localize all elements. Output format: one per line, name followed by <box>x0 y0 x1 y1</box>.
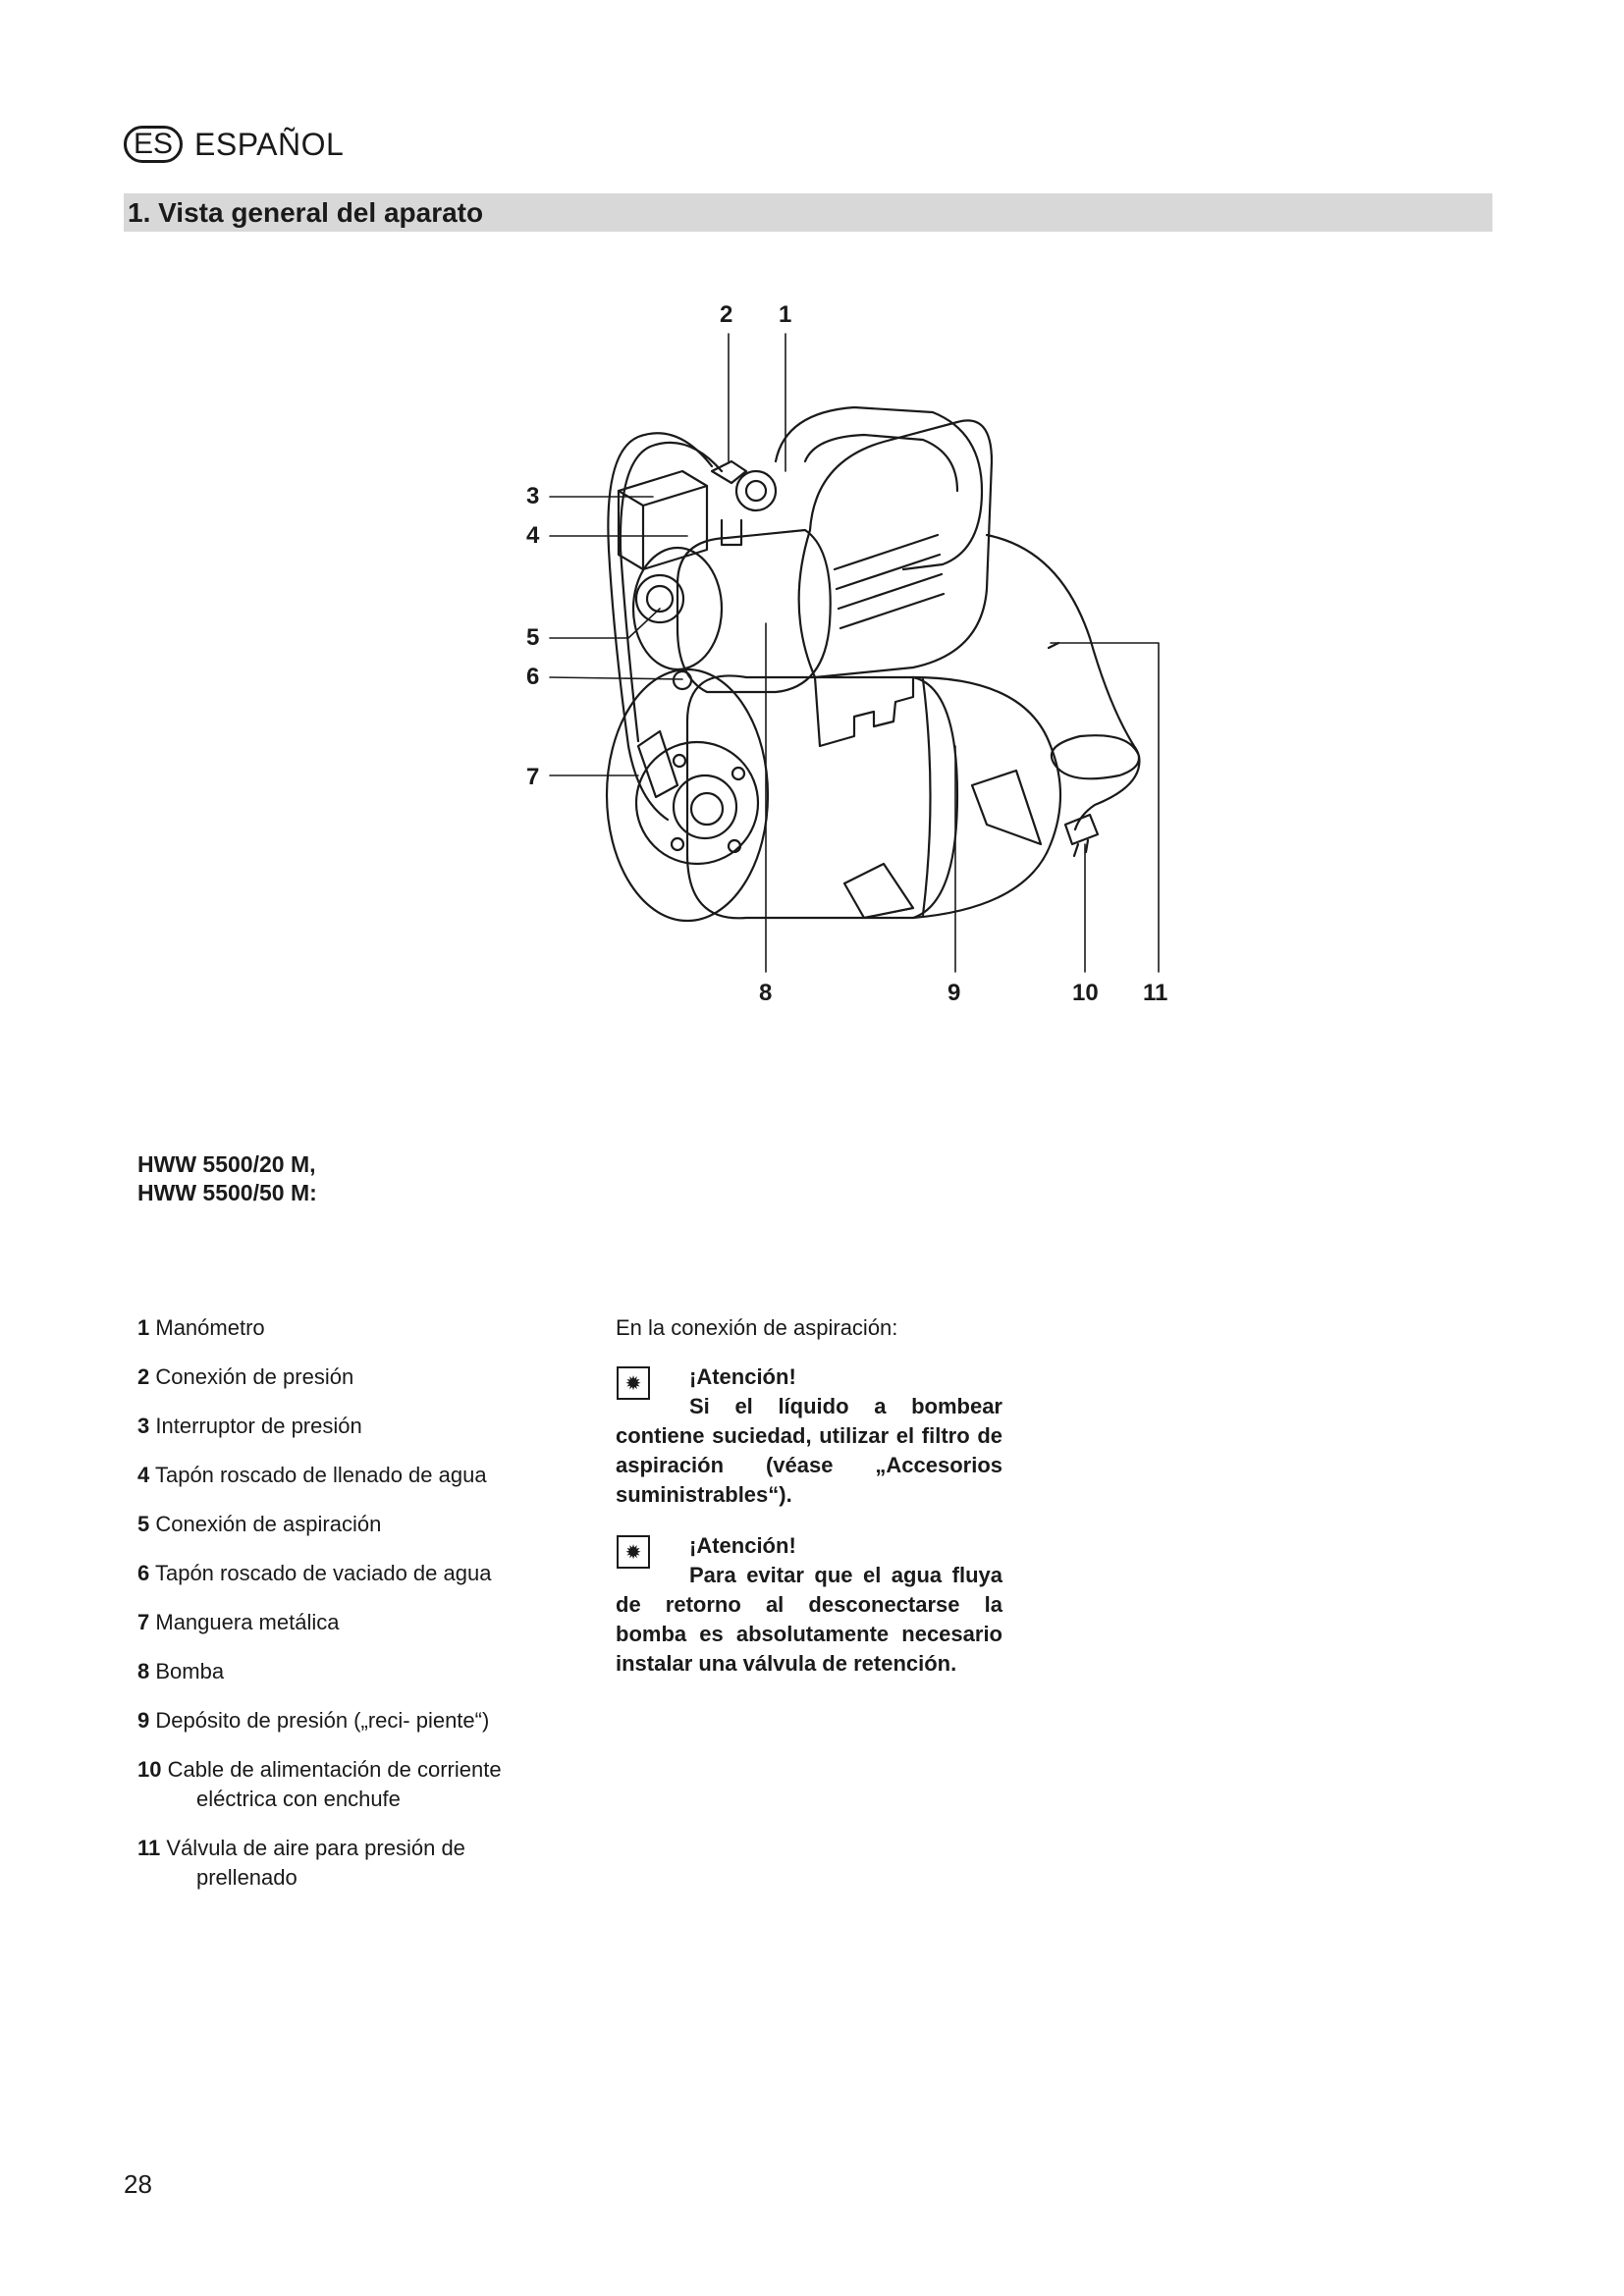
part-item <box>137 1834 550 1893</box>
language-badge: ES <box>124 126 183 163</box>
part-label: Bomba <box>155 1659 225 1683</box>
tank-foot-front <box>844 864 913 918</box>
pressure-switch-box <box>619 471 707 569</box>
model-line: HWW 5500/20 M, <box>137 1151 316 1177</box>
drain-plug <box>674 671 691 689</box>
page-number: 28 <box>124 2169 152 2199</box>
part-number: 4 <box>137 1463 150 1487</box>
part-label: Válvula de aire para presión de prellenado <box>166 1836 465 1890</box>
suction-port-inner <box>647 586 673 612</box>
intro-text: En la conexión de aspiración: <box>616 1315 898 1340</box>
callout-3: 3 <box>526 483 540 509</box>
model-designation <box>137 1150 317 1207</box>
warning-text: Para evitar que el agua fluya de retorno al desconectarse la bomba es absolutamente necesario instalar una válvula de retención. <box>616 1563 1002 1676</box>
tank-foot-back <box>972 771 1041 844</box>
pump-head <box>677 530 831 692</box>
flange-bolt <box>732 768 744 779</box>
part-label: Conexión de presión <box>155 1364 354 1389</box>
part-item <box>137 1313 550 1343</box>
warning-title: ¡Atención! <box>689 1364 796 1389</box>
warning-block <box>616 1531 1002 1679</box>
leader-lines <box>550 334 1159 972</box>
tank-right-dome <box>913 677 1060 918</box>
hose-coupling <box>638 731 677 797</box>
motor-fins <box>835 535 944 628</box>
part-number: 5 <box>137 1512 150 1536</box>
callout-2: 2 <box>720 301 733 328</box>
part-number: 1 <box>137 1315 150 1340</box>
part-label: Depósito de presión („reci- piente“) <box>155 1708 490 1733</box>
pump-diagram <box>0 0 1624 1041</box>
callout-5: 5 <box>526 624 540 651</box>
callout-4: 4 <box>526 522 540 549</box>
tank-outline <box>687 675 957 918</box>
tank-seam <box>923 679 931 915</box>
part-label: Interruptor de presión <box>155 1414 362 1438</box>
part-item <box>137 1461 550 1490</box>
part-label: Manguera metálica <box>155 1610 340 1634</box>
flange-ring <box>674 775 736 838</box>
power-plug <box>1065 815 1098 844</box>
flange-bolt <box>672 838 683 850</box>
part-number: 8 <box>137 1659 150 1683</box>
part-number: 2 <box>137 1364 150 1389</box>
callout-6: 6 <box>526 664 540 690</box>
suction-notes <box>616 1313 1002 1700</box>
manometer <box>736 471 776 510</box>
warning-icon: ✹ <box>617 1366 650 1400</box>
flange-center <box>691 793 723 825</box>
callout-7: 7 <box>526 764 540 790</box>
warning-text: Si el líquido a bombear contiene suciedad, utilizar el filtro de aspiración (véase „Accesorios suministrables“). <box>616 1394 1002 1507</box>
callout-8: 8 <box>759 980 773 1006</box>
part-label: Cable de alimentación de corriente eléctrica con enchufe <box>167 1757 502 1811</box>
callout-9: 9 <box>947 980 961 1006</box>
part-label: Manómetro <box>155 1315 265 1340</box>
pressure-switch-top <box>619 486 707 506</box>
warning-block <box>616 1362 1002 1510</box>
flange-bolt <box>674 755 685 767</box>
part-item <box>137 1657 550 1686</box>
part-item <box>137 1510 550 1539</box>
part-item <box>137 1362 550 1392</box>
part-item <box>137 1755 550 1814</box>
manometer-face <box>746 481 766 501</box>
fill-plug <box>722 520 741 545</box>
part-number: 9 <box>137 1708 150 1733</box>
motor-bracket <box>815 677 913 746</box>
language-name: ESPAÑOL <box>194 126 345 162</box>
suction-port <box>636 575 683 622</box>
warning-icon: ✹ <box>617 1535 650 1569</box>
part-label: Tapón roscado de vaciado de agua <box>154 1561 492 1585</box>
warning-title: ¡Atención! <box>689 1533 796 1558</box>
callout-11: 11 <box>1143 980 1168 1006</box>
part-label: Conexión de aspiración <box>155 1512 382 1536</box>
pump-illustration <box>0 0 1624 1041</box>
part-number: 10 <box>137 1757 162 1782</box>
part-number: 3 <box>137 1414 150 1438</box>
callout-10: 10 <box>1072 980 1099 1006</box>
model-line: HWW 5500/50 M: <box>137 1180 317 1205</box>
part-item <box>137 1608 550 1637</box>
section-title: 1. Vista general del aparato <box>128 197 484 228</box>
part-label: Tapón roscado de llenado de agua <box>154 1463 487 1487</box>
part-item <box>137 1412 550 1441</box>
parts-list <box>137 1313 550 1912</box>
part-item <box>137 1706 550 1735</box>
power-cable <box>987 535 1139 829</box>
part-number: 11 <box>137 1836 161 1860</box>
part-number: 6 <box>137 1561 150 1585</box>
callout-1: 1 <box>779 301 792 328</box>
part-number: 7 <box>137 1610 150 1634</box>
part-item <box>137 1559 550 1588</box>
